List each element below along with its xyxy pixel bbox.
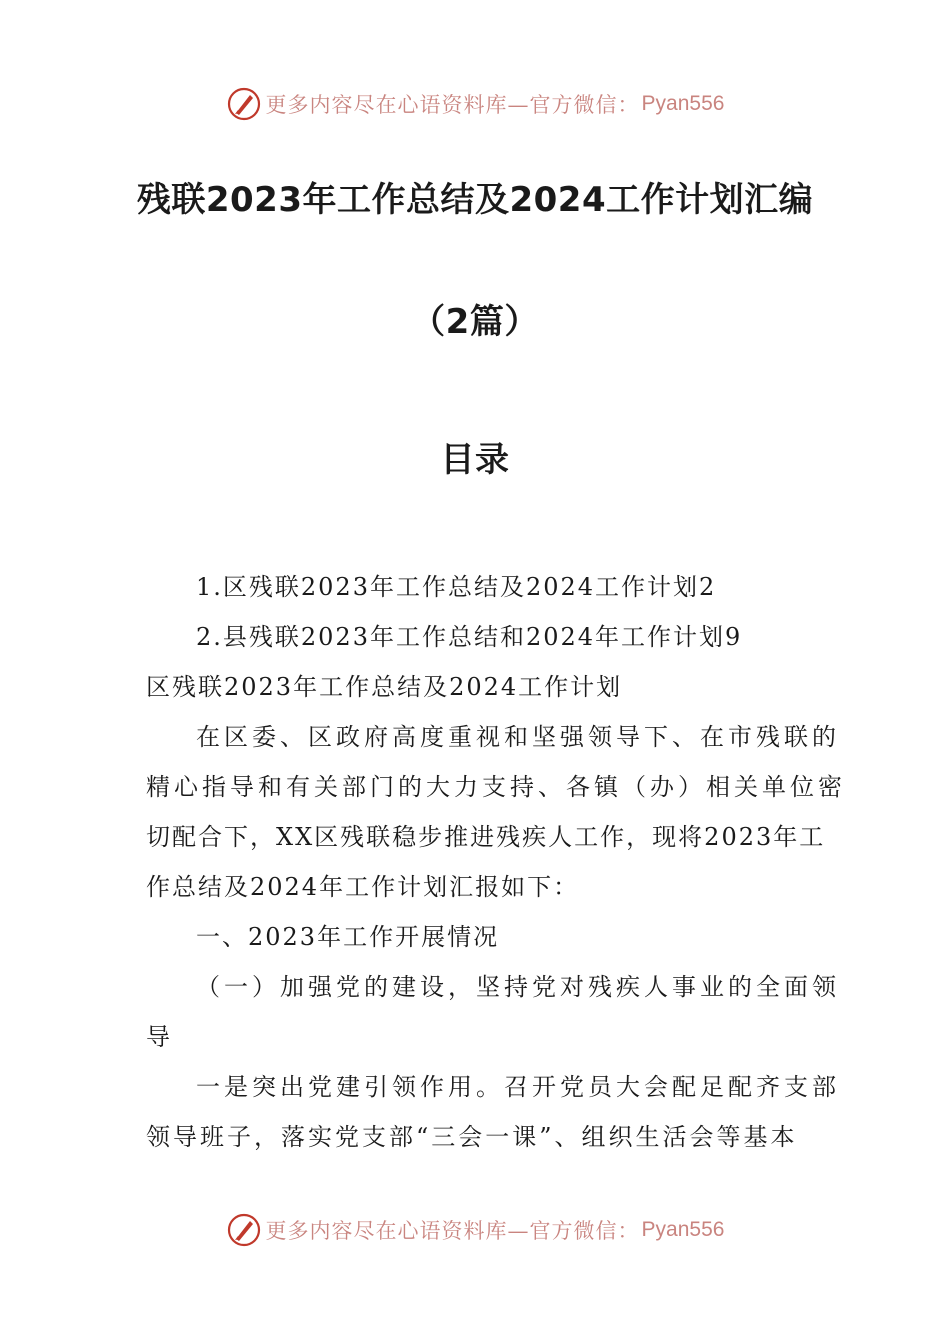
- body-line: 一、2023年工作开展情况: [196, 923, 500, 951]
- body-line: 一是突出党建引领作用。召开党员大会配足配齐支部: [196, 1073, 840, 1101]
- body-line: 精心指导和有关部门的大力支持、各镇（办）相关单位密: [146, 773, 846, 801]
- footer-watermark: [0, 1210, 950, 1250]
- body-line: 导: [146, 1023, 172, 1051]
- body-line: 在区委、区政府高度重视和坚强领导下、在市残联的: [196, 723, 840, 751]
- pen-nib-circle-icon: [226, 1212, 262, 1248]
- pen-nib-circle-icon: [226, 86, 262, 122]
- toc-item-2[interactable]: 2.县残联2023年工作总结和2024年工作计划9: [196, 623, 743, 651]
- section-title: 区残联2023年工作总结及2024工作计划: [146, 673, 623, 701]
- watermark-wechat-id: Pyan556: [641, 92, 725, 115]
- watermark-wechat-id: Pyan556: [641, 1218, 725, 1241]
- body-line: 领导班子，落实党支部“三会一课”、组织生活会等基本: [146, 1123, 798, 1151]
- body-line: （一）加强党的建设，坚持党对残疾人事业的全面领: [196, 973, 840, 1001]
- body-line: 切配合下，XX区残联稳步推进残疾人工作，现将2023年工: [146, 823, 826, 851]
- toc-item-1[interactable]: 1.区残联2023年工作总结及2024工作计划2: [196, 573, 717, 601]
- document-subtitle: （2篇）: [411, 302, 539, 342]
- watermark-text: 更多内容尽在心语资料库—官方微信：: [265, 93, 640, 117]
- body-line: 作总结及2024年工作计划汇报如下：: [146, 873, 580, 901]
- toc-heading: 目录: [440, 440, 510, 480]
- watermark-text: 更多内容尽在心语资料库—官方微信：: [265, 1219, 640, 1243]
- header-watermark: [0, 84, 950, 124]
- document-title: 残联2023年工作总结及2024工作计划汇编: [136, 180, 814, 220]
